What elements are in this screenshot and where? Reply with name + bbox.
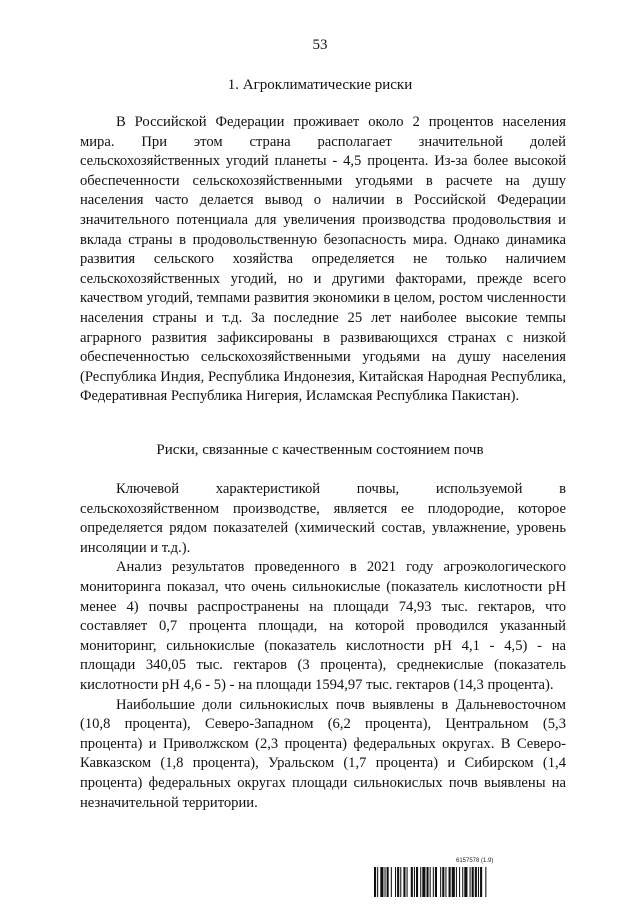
- barcode-bar: [400, 867, 401, 897]
- barcode-bar: [395, 867, 396, 897]
- barcode-bar: [464, 867, 467, 897]
- barcode-bar: [380, 867, 383, 897]
- barcode-bar: [403, 867, 405, 897]
- barcode-bar: [445, 867, 446, 897]
- barcode-bar: [452, 867, 455, 897]
- barcode: [374, 858, 568, 897]
- barcode-bar: [420, 867, 421, 897]
- barcode-bar: [456, 867, 457, 897]
- barcode-bar: [449, 867, 451, 897]
- barcode-bar: [391, 867, 392, 897]
- paragraph: Анализ результатов проведенного в 2021 году агроэкологического мониторинга показал, что очень сильнокислые (показатель кислотности pH менее 4) почвы распространены на площади 74,93 тыс. гектаров, что составляет 0,7 процента площади, на которой проводился указанный мониторинг, сильнокислые (показатель кислотности pH 4,1 - 4,5) - на площади 340,05 тыс. гектаров (3 процента), среднекислые (показатель кислотности pH 4,6 - 5) - на площади 1594,97 тыс. гектаров (14,3 процента).: [80, 559, 566, 693]
- barcode-bar: [385, 867, 386, 897]
- barcode-bar: [440, 867, 441, 897]
- barcode-bar: [433, 867, 434, 897]
- section-heading-soil-risks: Риски, связанные с качественным состоянием почв: [156, 442, 484, 458]
- document-code: 6157578 (1.9): [456, 858, 494, 864]
- barcode-graphic: [374, 867, 568, 897]
- barcode-bar: [414, 867, 415, 897]
- page-number: 53: [312, 37, 328, 53]
- barcode-bar: [374, 867, 376, 897]
- barcode-bar: [430, 867, 431, 897]
- barcode-bar: [459, 867, 460, 897]
- barcode-bar: [442, 867, 444, 897]
- barcode-bar: [422, 867, 425, 897]
- barcode-bar: [480, 867, 482, 897]
- barcode-bar: [411, 867, 413, 897]
- barcode-bar: [397, 867, 399, 897]
- barcode-bar: [435, 867, 437, 897]
- barcode-bar: [470, 867, 471, 897]
- barcode-bar: [462, 867, 463, 897]
- paragraph: Наибольшие доли сильнокислых почв выявлены в Дальневосточном (10,8 процента), Северо-Западном (6,2 процента), Центральном (5,3 процента) и Приволжском (2,3 процента) федеральных округах. В Северо-Кавказском (1,8 процента), Уральском (1,7 процента) и Сибирском (1,4 процента) федеральных округах площади сильнокислых почв выявлены на незначительной территории.: [80, 696, 566, 811]
- barcode-bar: [478, 867, 479, 897]
- barcode-bar: [387, 867, 389, 897]
- paragraph: В Российской Федерации проживает около 2 процентов населения мира. При этом страна располагает значительной долей сельскохозяйственных угодий планеты - 4,5 процента. Из-за более высокой обеспеченности сельскохозяйственными угодьями в расчете на душу населения часто делается вывод о наличии в Российской Федерации значительного потенциала для увеличения производства продовольствия и вклада страны в продовольственную безопасность мира. Однако динамика развития сельского хозяйства определяется не только наличием сельскохозяйственных угодий, но и другими факторами, прежде всего качеством угодий, темпами развития экономики в целом, ростом численности населения страны и т.д. За последние 25 лет наиболее высокие темпы аграрного развития зафиксированы в развивающихся странах с низкой обеспеченностью сельскохозяйственными угодьями на душу населения (Республика Индия, Республика Индонезия, Китайская Народная Республика, Федеративная Республика Нигерия, Исламская Республика Пакистан).: [80, 114, 566, 405]
- barcode-bar: [472, 867, 474, 897]
- section-heading-agroclimatic-risks: 1. Агроклиматические риски: [227, 77, 413, 93]
- barcode-bar: [485, 867, 486, 897]
- barcode-bar: [407, 867, 408, 897]
- barcode-bar: [377, 867, 378, 897]
- barcode-bar: [475, 867, 477, 897]
- section-body-soil-risks: [80, 480, 566, 813]
- barcode-bar: [416, 867, 418, 897]
- paragraph: Ключевой характеристикой почвы, используемой в сельскохозяйственном производстве, является ее плодородие, которое определяется рядом показателей (химический состав, увлажнение, уровень инсоляции и т.д.).: [80, 481, 566, 556]
- barcode-bar: [427, 867, 429, 897]
- section-body-agroclimatic-risks: [80, 113, 566, 407]
